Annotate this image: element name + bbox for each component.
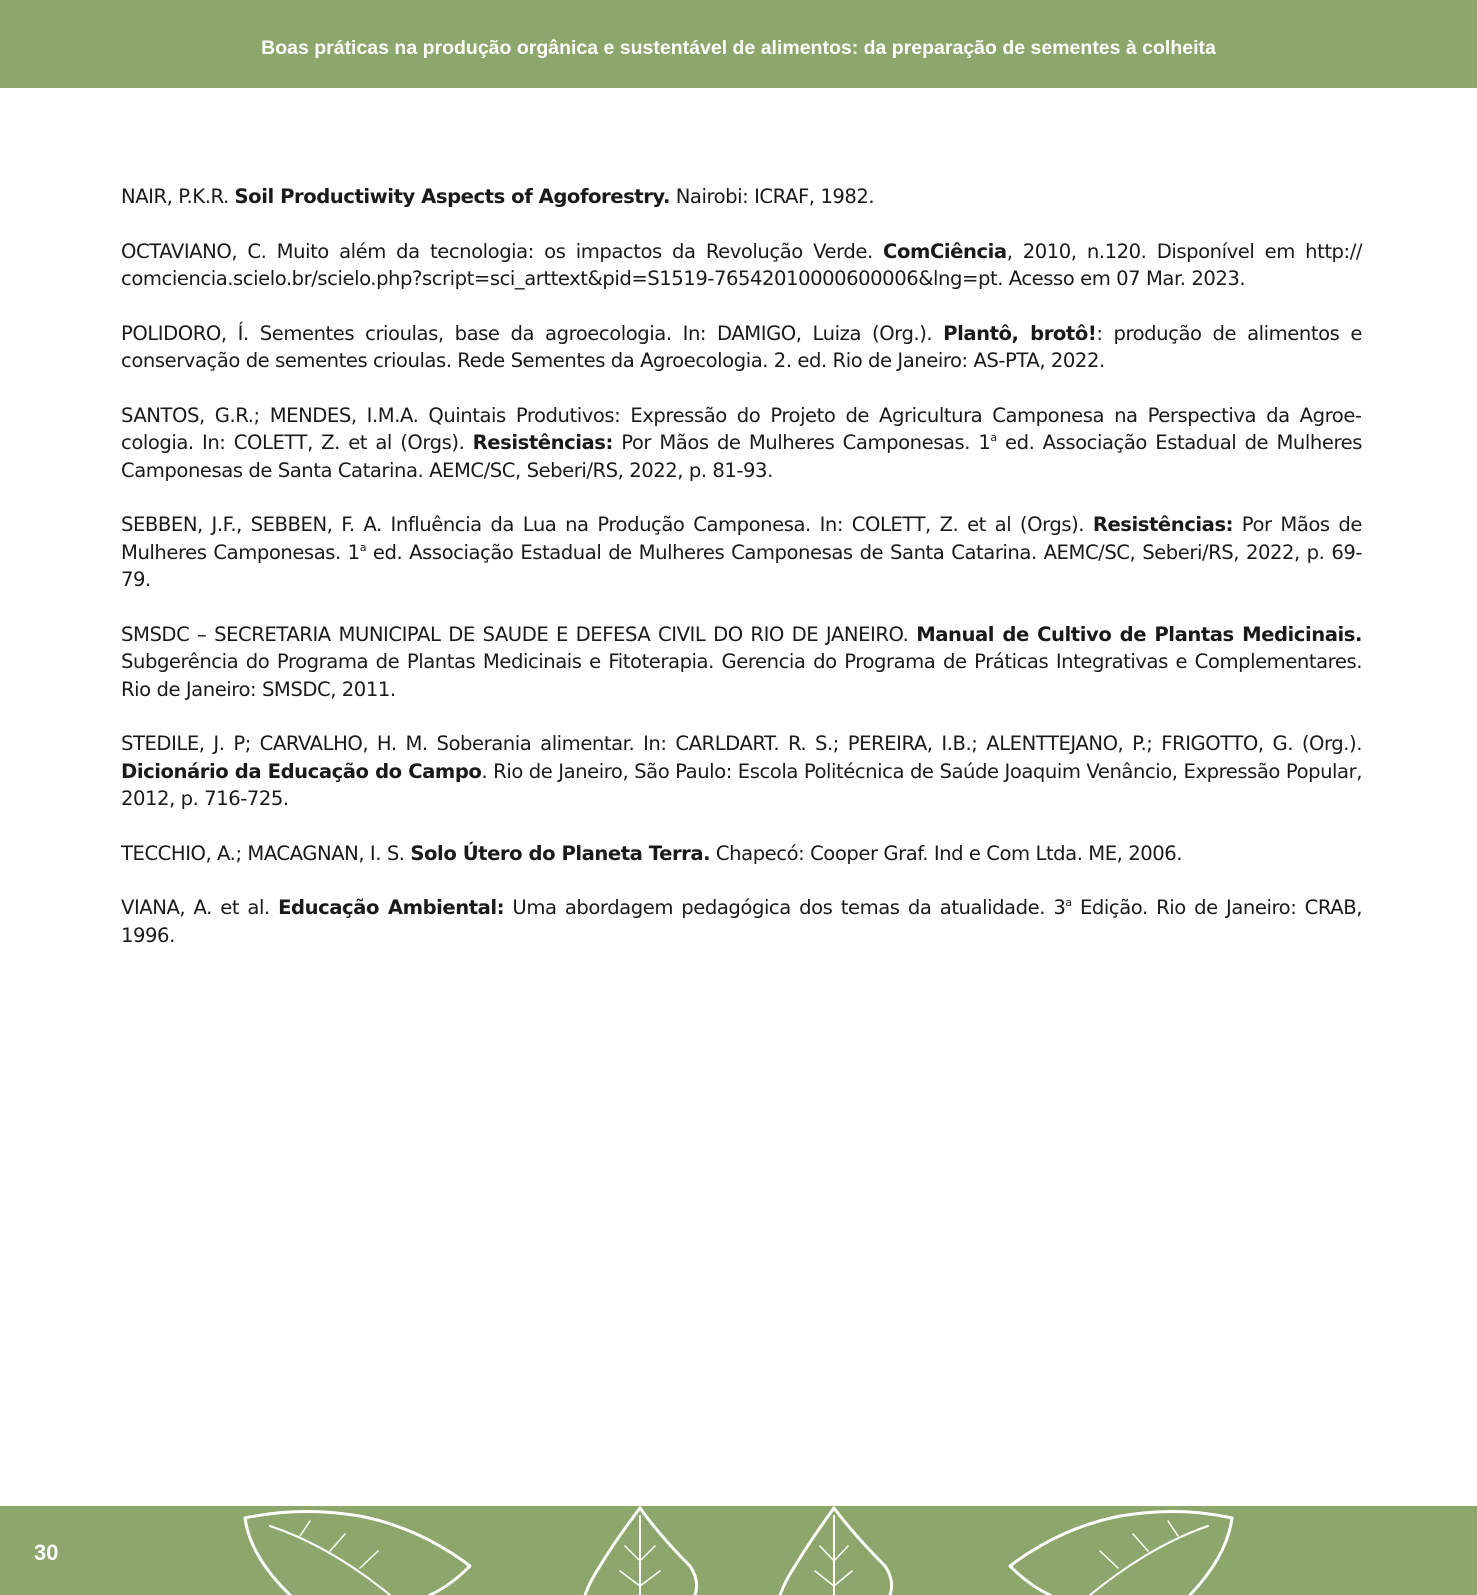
reference-item: OCTAVIANO, C. Muito além da tecnologia: os impactos da Revolução Verde. ComCiência, 2010, n.120. Disponível em http:// comciencia.scielo.br/scielo.php?script=sci_arttext&pid=S1519-76542010000600006&lng=pt. Acesso em 07 Mar. 2023.: [121, 239, 1362, 290]
reference-item: POLIDORO, Í. Sementes crioulas, base da agroecologia. In: DAMIGO, Luiza (Org.). Plantô, brotô!: produção de alimentos e conservação de sementes crioulas. Rede Sementes da Agroecologia. 2. ed. Rio de Janeiro: AS-PTA, 2022.: [121, 321, 1362, 372]
page-header: [0, 0, 1477, 88]
page-footer: [0, 1506, 1477, 1595]
reference-item: SMSDC – SECRETARIA MUNICIPAL DE SAUDE E DEFESA CIVIL DO RIO DE JANEIRO. Manual de Cultivo de Plantas Medicinais. Subgerência do Programa de Plantas Medicinais e Fitoterapia. Gerencia do Programa de Práticas Integrativas e Complementares. Rio de Janeiro: SMSDC, 2011.: [121, 622, 1362, 701]
reference-item: STEDILE, J. P; CARVALHO, H. M. Soberania alimentar. In: CARLDART. R. S.; PEREIRA, I.B.; ALENTTEJANO, P.; FRIGOTTO, G. (Org.). Dicionário da Educação do Campo. Rio de Janeiro, São Paulo: Escola Politécnica de Saúde Joaquim Venâncio, Expressão Popular, 2012, p. 716-725.: [121, 732, 1362, 810]
reference-list: [121, 183, 1362, 976]
reference-item: SEBBEN, J.F., SEBBEN, F. A. Influência da Lua na Produção Camponesa. In: COLETT, Z. et al (Orgs). Resistências: Por Mãos de Mulheres Camponesas. 1$^a$ ed. Associação Estadual de Mulheres Camponesas de Santa Catarina. AEMC/SC, Seberi/RS, 2022, p. 69-79.: [121, 513, 1363, 591]
page-number: 30: [34, 1540, 59, 1565]
leaves-illustration-icon: [0, 1506, 1477, 1595]
reference-item: SANTOS, G.R.; MENDES, I.M.A. Quintais Produtivos: Expressão do Projeto de Agricultura Camponesa na Perspectiva da Agroecologia. In: COLETT, Z. et al (Orgs). Resistências: Por Mãos de Mulheres Camponesas. 1$^a$ ed. Associação Estadual de Mulheres Camponesas de Santa Catarina. AEMC/SC, Seberi/RS, 2022, p. 81-93.: [121, 403, 1362, 482]
reference-item: TECCHIO, A.; MACAGNAN, I. S. Solo Útero do Planeta Terra. Chapecó: Cooper Graf. Ind e Com Ltda. ME, 2006.: [121, 841, 1183, 865]
reference-item: VIANA, A. et al. Educação Ambiental: Uma abordagem pedagógica dos temas da atualidade. 3$^a$ Edição. Rio de Janeiro: CRAB, 1996.: [121, 896, 1362, 947]
running-title: Boas práticas na produção orgânica e sustentável de alimentos: da preparação de sementes à colheita: [261, 37, 1216, 59]
reference-item: NAIR, P.K.R. Soil Productiwity Aspects of Agoforestry. Nairobi: ICRAF, 1982.: [121, 185, 875, 208]
